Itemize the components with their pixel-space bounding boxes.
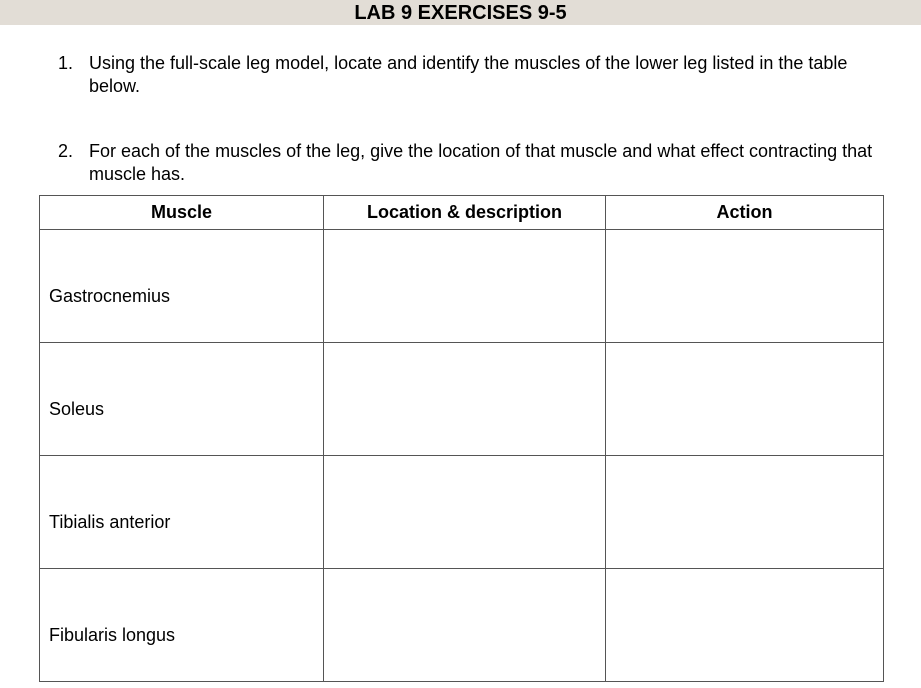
action-answer-cell[interactable] (606, 230, 884, 343)
column-header-action: Action (606, 196, 884, 230)
action-answer-cell[interactable] (606, 456, 884, 569)
instruction-item (58, 140, 878, 186)
column-header-muscle: Muscle (40, 196, 324, 230)
instruction-item (58, 52, 878, 98)
instruction-number: 2. (58, 141, 74, 161)
page-title: LAB 9 EXERCISES 9-5 (354, 2, 567, 24)
location-answer-cell[interactable] (324, 569, 606, 682)
muscle-name-cell: Gastrocnemius (40, 230, 324, 343)
location-answer-cell[interactable] (324, 230, 606, 343)
table-header-row (40, 196, 884, 230)
muscle-name-cell: Soleus (40, 343, 324, 456)
instruction-text: For each of the muscles of the leg, give the location of that muscle and what effect contracting that muscle has. (89, 141, 873, 184)
action-answer-cell[interactable] (606, 569, 884, 682)
location-answer-cell[interactable] (324, 343, 606, 456)
column-header-location: Location & description (324, 196, 606, 230)
table-row (40, 343, 884, 456)
instruction-text: Using the full-scale leg model, locate and identify the muscles of the lower leg listed in the table below. (89, 53, 848, 96)
table-row (40, 456, 884, 569)
table-row (40, 230, 884, 343)
muscle-table (39, 195, 884, 682)
muscle-name-cell: Tibialis anterior (40, 456, 324, 569)
action-answer-cell[interactable] (606, 343, 884, 456)
instruction-number: 1. (58, 53, 74, 73)
instructions-list (58, 52, 878, 186)
muscle-name-cell: Fibularis longus (40, 569, 324, 682)
table-row (40, 569, 884, 682)
location-answer-cell[interactable] (324, 456, 606, 569)
